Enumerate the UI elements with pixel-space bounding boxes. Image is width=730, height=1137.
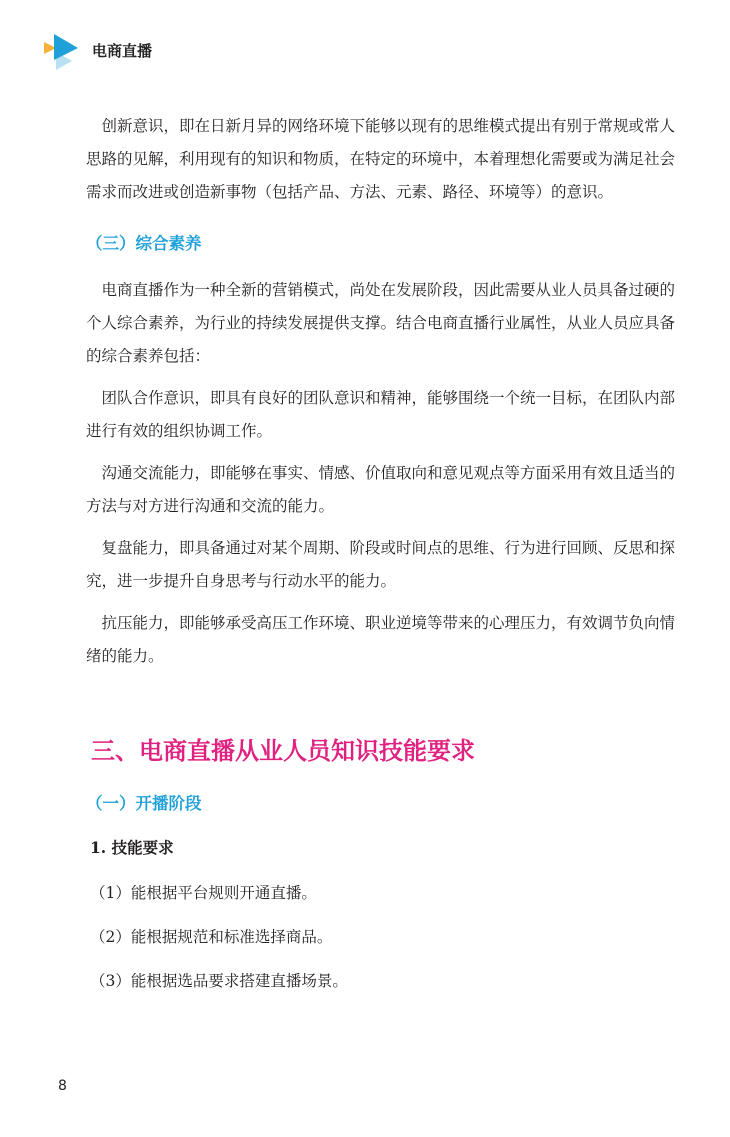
list-item: （2）能根据规范和标准选择商品。 (90, 928, 333, 946)
subsection-heading-launch: （一）开播阶段 (86, 794, 202, 813)
list-item: （3）能根据选品要求搭建直播场景。 (90, 972, 348, 990)
body-paragraph: 电商直播作为一种全新的营销模式，尚处在发展阶段，因此需要从业人员具备过硬的个人综合素养，为行业的持续发展提供支撑。结合电商直播行业属性，从业人员应具备的综合素养包括： (86, 281, 676, 365)
section-title: 三、电商直播从业人员知识技能要求 (91, 737, 475, 765)
body-paragraph: 抗压能力，即能够承受高压工作环境、职业逆境等带来的心理压力，有效调节负向情绪的能力。 (86, 614, 676, 665)
play-triangle-logo-icon (44, 30, 84, 70)
list-item: （1）能根据平台规则开通直播。 (90, 884, 317, 902)
running-title: 电商直播 (92, 42, 153, 60)
body-paragraph: 沟通交流能力，即能够在事实、情感、价值取向和意见观点等方面采用有效且适当的方法与对方进行沟通和交流的能力。 (86, 464, 676, 515)
body-paragraph: 团队合作意识，即具有良好的团队意识和精神，能够围绕一个统一目标，在团队内部进行有效的组织协调工作。 (86, 389, 676, 440)
item-heading: 1. 技能要求 (90, 838, 174, 857)
intro-paragraph: 创新意识，即在日新月异的网络环境下能够以现有的思维模式提出有别于常规或常人思路的见解，利用现有的知识和物质，在特定的环境中，本着理想化需要或为满足社会需求而改进或创造新事物（包括产品、方法、元素、路径、环境等）的意识。 (86, 117, 676, 201)
page-number: 8 (58, 1078, 67, 1094)
subsection-heading-comprehensive: （三）综合素养 (86, 234, 202, 253)
body-paragraph: 复盘能力，即具备通过对某个周期、阶段或时间点的思维、行为进行回顾、反思和探究，进一步提升自身思考与行动水平的能力。 (86, 539, 676, 590)
page-body (86, 110, 682, 996)
